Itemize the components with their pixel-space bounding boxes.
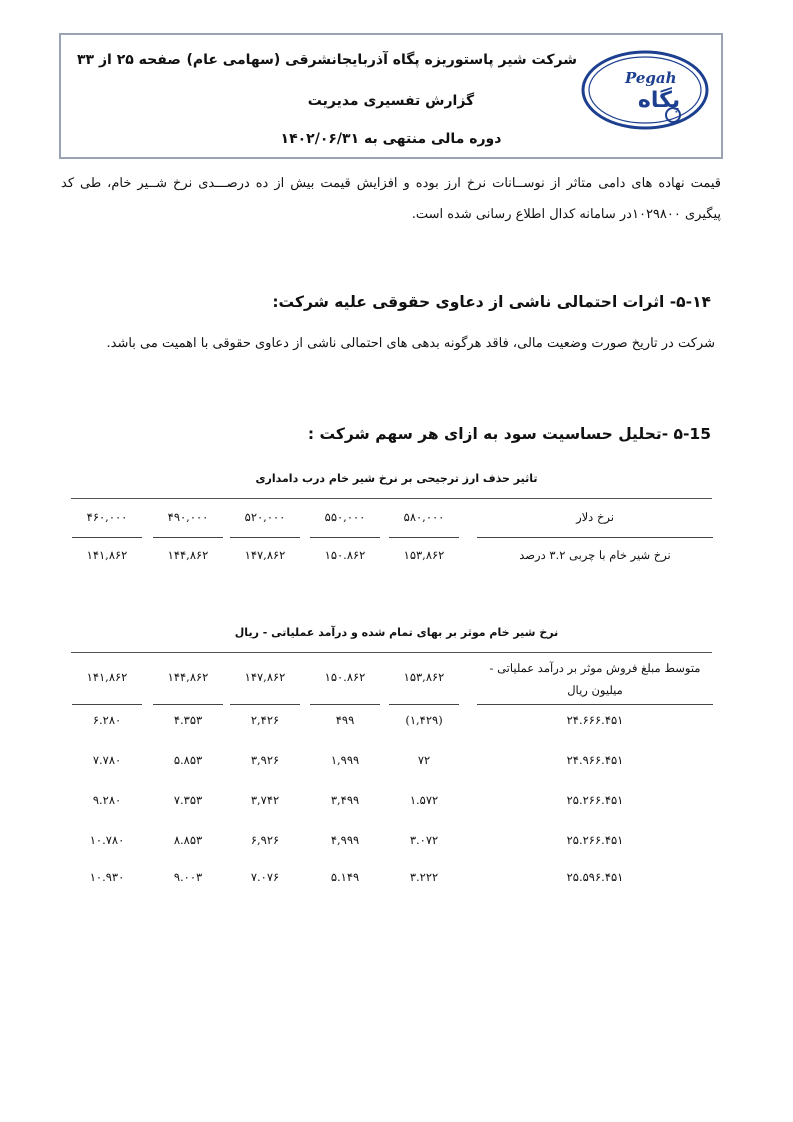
- table-1-cell: ۱۴۴,۸۶۲: [167, 548, 209, 562]
- table-2-top-rule: [71, 652, 712, 653]
- table-2-cell: ۷.۳۵۳: [173, 793, 203, 807]
- intro-line-1: قیمت نهاده های دامی متاثر از نوســانات نرخ ارز بوده و افزایش قیمت بیش از ده درصـــدی نرخ شــیر خام، طی کد: [61, 176, 721, 191]
- intro-line-2: پیگیری ۱۰۲۹۸۰۰در سامانه کدال اطلاع رسانی شده است.: [411, 207, 721, 222]
- table-2-cell: ۵.۱۴۹: [330, 870, 360, 884]
- row-underline-col: [230, 704, 300, 705]
- svg-text:Pegah: Pegah: [625, 69, 677, 87]
- table-2-cell: ۱,۹۹۹: [330, 753, 360, 767]
- table-2-cell: ۹.۲۸۰: [92, 793, 122, 807]
- table-2-row-label: ۲۴.۶۶۶.۴۵۱: [566, 713, 624, 727]
- table-1-cell: ۴۹۰,۰۰۰: [167, 510, 209, 524]
- table-1-cell: ۵۲۰,۰۰۰: [244, 510, 286, 524]
- table-2-cell: ۳.۰۷۲: [409, 833, 439, 847]
- table-2-header-label-line-2: میلیون ریال: [567, 683, 623, 697]
- report-period: دوره مالی منتهی به ۱۴۰۲/۰۶/۳۱: [280, 131, 502, 147]
- table-1-title: تاثیر حذف ارز ترجیحی بر نرخ شیر خام درب دامداری: [255, 472, 538, 485]
- row-underline-col: [72, 704, 142, 705]
- pegah-logo: [581, 49, 709, 131]
- table-2-header-cell: ۱۵۰.۸۶۲: [324, 670, 366, 684]
- table-1-cell: ۱۵۰.۸۶۲: [324, 548, 366, 562]
- table-1-row-label: نرخ شیر خام با چربی ۳.۲ درصد: [519, 548, 671, 562]
- table-2-row-label: ۲۵.۵۹۶.۴۵۱: [566, 870, 624, 884]
- table-1-top-rule: [71, 498, 712, 499]
- table-2-cell: ۹.۰۰۳: [173, 870, 203, 884]
- table-2-cell: ۷۲: [417, 753, 431, 767]
- section-14-title: ۵-۱۴- اثرات احتمالی ناشی از دعاوی حقوقی علیه شرکت:: [272, 293, 711, 311]
- table-2-header-label-line-1: متوسط مبلغ فروش موثر بر درآمد عملیاتی -: [489, 661, 701, 675]
- table-2-cell: ۷.۰۷۶: [250, 870, 280, 884]
- table-2-cell: ۳,۷۴۲: [250, 793, 280, 807]
- row-underline-col: [389, 537, 459, 538]
- row-underline-label: [477, 537, 713, 538]
- table-1-cell: ۴۶۰,۰۰۰: [86, 510, 128, 524]
- table-2-cell: (۱,۴۲۹): [405, 713, 443, 727]
- table-2-cell: ۳,۴۹۹: [330, 793, 360, 807]
- section-14-body: شرکت در تاریخ صورت وضعیت مالی، فاقد هرگونه بدهی های احتمالی ناشی از دعاوی حقوقی با اهمیت می باشد.: [106, 336, 715, 351]
- table-2-cell: ۳,۹۲۶: [250, 753, 280, 767]
- table-2-cell: ۱.۵۷۲: [409, 793, 439, 807]
- table-2-cell: ۷.۷۸۰: [92, 753, 122, 767]
- table-1-cell: ۱۴۱,۸۶۲: [86, 548, 128, 562]
- page-header: [59, 33, 723, 159]
- table-2-cell: ۴۹۹: [335, 713, 355, 727]
- row-underline-col: [230, 537, 300, 538]
- table-2-row-label: ۲۵.۲۶۶.۴۵۱: [566, 793, 624, 807]
- table-2-header-cell: ۱۴۴,۸۶۲: [167, 670, 209, 684]
- row-underline-col: [310, 704, 380, 705]
- table-2-cell: ۴.۳۵۳: [173, 713, 203, 727]
- table-2-title: نرخ شیر خام موثر بر بهای تمام شده و درآمد عملیاتی - ریال: [234, 626, 559, 639]
- row-underline-col: [153, 704, 223, 705]
- table-2-row-label: ۲۵.۲۶۶.۴۵۱: [566, 833, 624, 847]
- svg-text:پگاه: پگاه: [637, 88, 681, 113]
- table-1-cell: ۱۵۳,۸۶۲: [403, 548, 445, 562]
- table-2-cell: ۶.۲۸۰: [92, 713, 122, 727]
- table-1-row-label: نرخ دلار: [576, 510, 614, 524]
- table-2-cell: ۱۰.۹۳۰: [89, 870, 125, 884]
- row-underline-col: [153, 537, 223, 538]
- table-2-cell: ۲,۴۲۶: [250, 713, 280, 727]
- table-2-row-label: ۲۴.۹۶۶.۴۵۱: [566, 753, 624, 767]
- table-2-cell: ۸.۸۵۳: [173, 833, 203, 847]
- table-2-cell: ۱۰.۷۸۰: [89, 833, 125, 847]
- section-15-title: ۵-15 -تحلیل حساسیت سود به ازای هر سهم شرکت :: [307, 425, 711, 443]
- row-underline-col: [310, 537, 380, 538]
- row-underline-col: [389, 704, 459, 705]
- table-2-cell: ۵.۸۵۳: [173, 753, 203, 767]
- table-2-cell: ۳.۲۲۲: [409, 870, 439, 884]
- table-1-cell: ۱۴۷,۸۶۲: [244, 548, 286, 562]
- table-2-header-cell: ۱۴۷,۸۶۲: [244, 670, 286, 684]
- table-2-cell: ۶,۹۲۶: [250, 833, 280, 847]
- table-1-cell: ۵۸۰,۰۰۰: [403, 510, 445, 524]
- table-2-header-cell: ۱۴۱,۸۶۲: [86, 670, 128, 684]
- page-number: صفحه ۲۵ از ۳۳: [77, 52, 181, 68]
- company-name: شرکت شیر پاستوریزه پگاه آذربایجانشرقی (سهامی عام): [186, 52, 577, 68]
- table-2-cell: ۴,۹۹۹: [330, 833, 360, 847]
- row-underline-col: [72, 537, 142, 538]
- report-title: گزارش تفسیری مدیریت: [307, 93, 475, 109]
- table-1-cell: ۵۵۰,۰۰۰: [324, 510, 366, 524]
- table-2-header-cell: ۱۵۳,۸۶۲: [403, 670, 445, 684]
- row-underline-label: [477, 704, 713, 705]
